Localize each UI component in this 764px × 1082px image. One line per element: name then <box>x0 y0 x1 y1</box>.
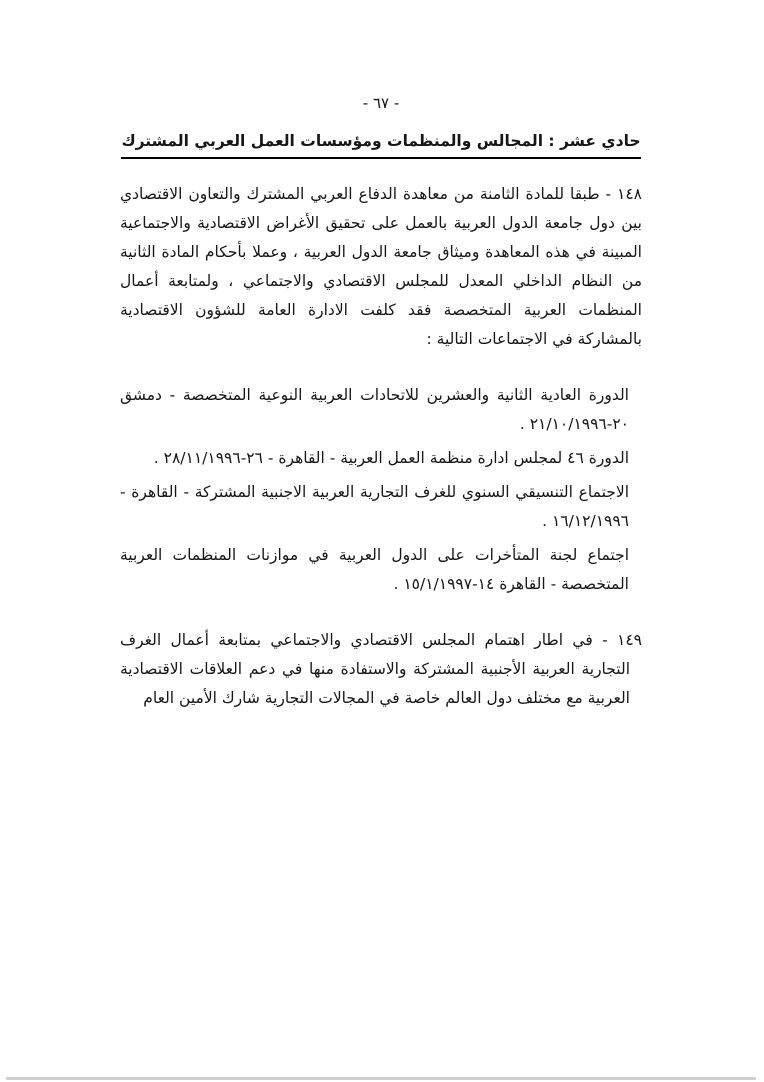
paragraph-148-number: ١٤٨ - <box>605 185 643 203</box>
paragraph-148 <box>120 180 642 354</box>
meeting-item-4: اجتماع لجنة المتأخرات على الدول العربية في موازنات المنظمات العربية المتخصصة - القاهرة ١٤-١٥/١/١٩٩٧ . <box>120 546 629 593</box>
paragraph-149 <box>120 626 642 713</box>
meeting-item-1: الدورة العادية الثانية والعشرين للاتحادات العربية النوعية المتخصصة - دمشق ٢٠-٢١/١٠/١٩٩٦ . <box>120 386 629 433</box>
meeting-item-2: الدورة ٤٦ لمجلس ادارة منظمة العمل العربية - القاهرة - ٢٦-٢٨/١١/١٩٩٦ . <box>153 449 629 467</box>
paragraph-148-text: طبقا للمادة الثامنة من معاهدة الدفاع العربي المشترك والتعاون الاقتصادي بين دول جامعة الدول العربية بالعمل على تحقيق الأغراض الاقتصادية والاجتماعية المبينة في هذه المعاهدة وميثاق جامعة الدول العربية ، وعملا بأحكام المادة الثانية من النظام الداخلي المعدل للمجلس الاقتصادي والاجتماعي ، ولمتابعة أعمال المنظمات العربية المتخصصة فقد كلفت الادارة العامة للشؤون الاقتصادية بالمشاركة في الاجتماعات التالية : <box>120 185 642 348</box>
paragraph-149-number: ١٤٩ - <box>602 631 642 649</box>
page-number: - ٦٧ - <box>362 94 400 112</box>
meeting-item-3: الاجتماع التنسيقي السنوي للغرف التجارية العربية الاجنبية المشتركة - القاهرة - ١٦/١٢/١٩٩٦ . <box>120 483 629 530</box>
scan-edge-artifact <box>6 1077 756 1080</box>
paragraph-149-text: في اطار اهتمام المجلس الاقتصادي والاجتماعي بمتابعة أعمال الغرف التجارية العربية الأجنبية المشتركة والاستفادة منها في دعم العلاقات الاقتصادية العربية مع مختلف دول العالم خاصة في المجالات التجارية شارك الأمين العام <box>120 631 630 707</box>
section-heading: حادي عشر : المجالس والمنظمات ومؤسسات العمل العربي المشترك <box>121 132 640 159</box>
meetings-list <box>120 381 642 599</box>
